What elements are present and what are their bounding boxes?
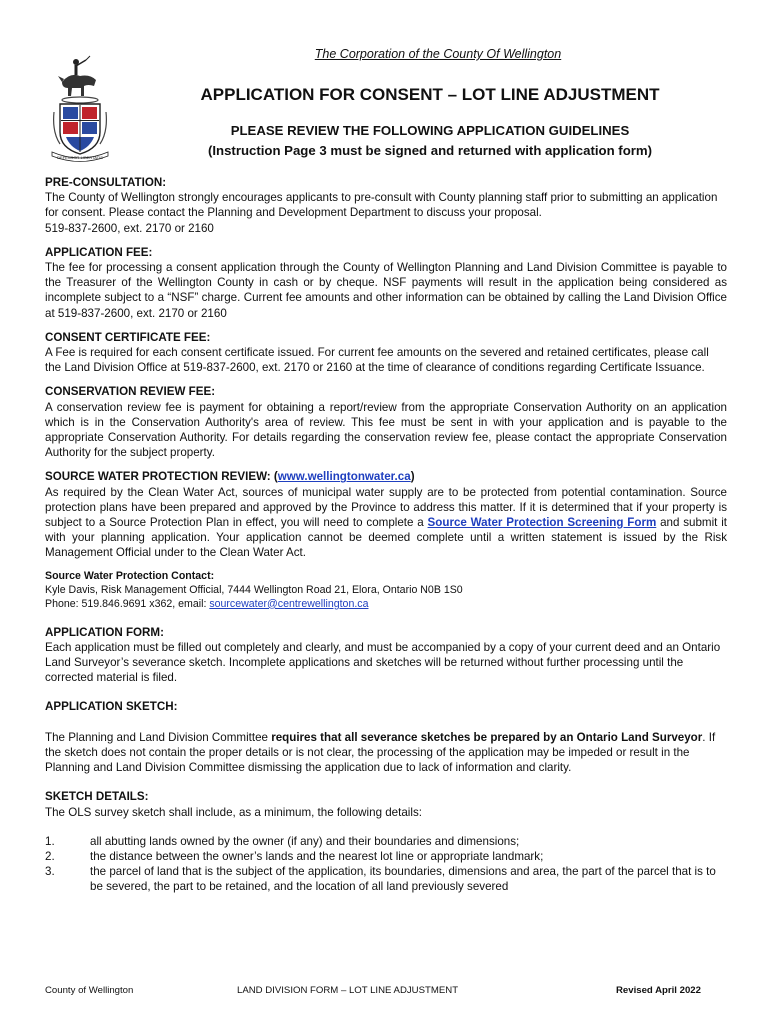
instruction-subtitle: (Instruction Page 3 must be signed and returned with application form): [207, 143, 653, 158]
guidelines-subtitle: PLEASE REVIEW THE FOLLOWING APPLICATION GUIDELINES: [230, 123, 630, 138]
source-water-contact-phone: [45, 597, 727, 611]
section-preconsultation: [45, 175, 727, 236]
list-item-text: the parcel of land that is the subject of the application, its boundaries, dimensions and area, the part of the parcel that is to be severed, the part to be retained, and the location of all land previously severed: [90, 865, 716, 894]
sourcewater-email-link[interactable]: sourcewater@centrewellington.ca: [209, 597, 369, 610]
organization-name: The Corporation of the County Of Wellington: [314, 47, 562, 61]
section-application-form: [45, 625, 727, 686]
section-consent-certificate-fee: [45, 330, 727, 376]
preconsultation-text: The County of Wellington strongly encourages applicants to pre-consult with County planning staff prior to submitting an application for consent. Please contact the Planning and Development Department to discuss your proposal.: [45, 191, 718, 220]
preconsultation-heading: PRE-CONSULTATION:: [45, 176, 167, 189]
application-form-text: Each application must be filled out completely and clearly, and must be accompanied by a copy of your current deed and an Ontario Land Surveyor’s severance sketch. Incomplete applications and sketches will be returned without further processing until the corrected material is filed.: [45, 640, 721, 685]
source-water-text-part1: As required by the Clean Water Act, sources of municipal water supply are to be protected from potential contamination. Source protection plans have been prepared and approved by the Province to address this matter. If it is determined that if your property is subject to a Source Protection Plan in effect, you will need to complete a: [45, 485, 727, 530]
application-sketch-text-part2: . If the sketch does not contain the proper details or is not clear, the processing of the application may be impeded or result in the Planning and Land Division Committee dismissing the application due to lack of information and clarity.: [45, 730, 716, 775]
county-crest-logo: [50, 52, 114, 162]
consent-certificate-fee-heading: CONSENT CERTIFICATE FEE:: [45, 330, 211, 344]
source-water-contact-heading: Source Water Protection Contact:: [45, 569, 215, 582]
section-conservation-review-fee: [45, 384, 727, 460]
list-item: [45, 864, 727, 894]
footer-center: LAND DIVISION FORM – LOT LINE ADJUSTMENT: [237, 985, 459, 996]
source-water-heading-text: SOURCE WATER PROTECTION REVIEW: (: [45, 470, 278, 484]
application-sketch-text-part1: The Planning and Land Division Committee: [45, 730, 272, 744]
application-sketch-text: [45, 730, 727, 776]
section-sketch-details: [45, 789, 727, 894]
sketch-details-heading: SKETCH DETAILS:: [45, 790, 149, 804]
preconsultation-phone: 519-837-2600, ext. 2170 or 2160: [45, 221, 214, 235]
contact-phone-text: Phone: 519.846.9691 x362, email:: [45, 597, 210, 610]
list-item-number: 1.: [45, 834, 55, 848]
document-title: APPLICATION FOR CONSENT – LOT LINE ADJUSTMENT: [200, 85, 660, 104]
footer-right: Revised April 2022: [616, 985, 701, 996]
section-source-water: [45, 469, 727, 610]
consent-certificate-fee-text: A Fee is required for each consent certificate issued. For current fee amounts on the severed and retained certificates, please call the Land Division Office at 519-837-2600, ext. 2170 or 2160 at the time of clearance of conditions regarding Certificate Issuance.: [45, 346, 709, 375]
source-water-heading: [45, 469, 727, 484]
list-item-text: the distance between the owner’s lands and the nearest lot line or appropriate landmark;: [90, 849, 544, 863]
list-item: [45, 834, 727, 849]
application-fee-text: The fee for processing a consent application through the County of Wellington Planning and Land Division Committee is payable to the Treasurer of the Wellington County in cash or by cheque. NSF payments will result in the application being considered as incomplete subject to a “NSF” charge. Current fee amounts and other information can be obtained by calling the Land Division Office at 519-837-2600, ext. 2170 or 2160: [45, 261, 727, 320]
application-form-heading: APPLICATION FORM:: [45, 625, 164, 639]
sketch-details-intro: The OLS survey sketch shall include, as a minimum, the following details:: [45, 805, 422, 819]
application-fee-heading: APPLICATION FEE:: [45, 245, 153, 259]
guidelines-body: [45, 175, 727, 904]
footer-left: County of Wellington: [45, 985, 134, 996]
spacer: [45, 561, 727, 569]
list-item-number: 3.: [45, 865, 55, 879]
source-water-heading-end: ): [410, 470, 415, 484]
list-item-text: all abutting lands owned by the owner (if any) and their boundaries and dimensions;: [90, 834, 520, 848]
svg-text:DEFENSOR·LIBERTATIS: DEFENSOR·LIBERTATIS: [57, 155, 103, 160]
source-water-text: [45, 485, 727, 561]
conservation-review-fee-text: A conservation review fee is payment for obtaining a report/review from the appropriate Conservation Authority on an application which is in the Conservation Authority's area of review. This fee must be sent in with your application and is payable to the appropriate Conservation Authority. For details regarding the conservation review fee, please contact the appropriate Conservation Authority for the subject property.: [45, 400, 727, 460]
list-item: [45, 849, 727, 864]
screening-form-link[interactable]: Source Water Protection Screening Form: [427, 516, 657, 530]
section-application-fee: [45, 245, 727, 321]
sketch-details-list: [45, 834, 727, 895]
application-sketch-text-bold: requires that all severance sketches be prepared by an Ontario Land Surveyor: [271, 730, 703, 744]
source-water-contact-address: Kyle Davis, Risk Management Official, 7444 Wellington Road 21, Elora, Ontario N0B 1S0: [45, 583, 463, 596]
application-sketch-heading: APPLICATION SKETCH:: [45, 700, 178, 714]
conservation-review-fee-heading: CONSERVATION REVIEW FEE:: [45, 385, 216, 399]
list-item-number: 2.: [45, 849, 55, 863]
source-water-text-part2: and submit it with your planning application. Your application cannot be deemed complete until a written statement is issued by the Risk Management Official under to the Clean Water Act.: [45, 516, 727, 560]
wellingtonwater-link[interactable]: www.wellingtonwater.ca: [277, 470, 411, 484]
section-application-sketch: [45, 699, 727, 775]
